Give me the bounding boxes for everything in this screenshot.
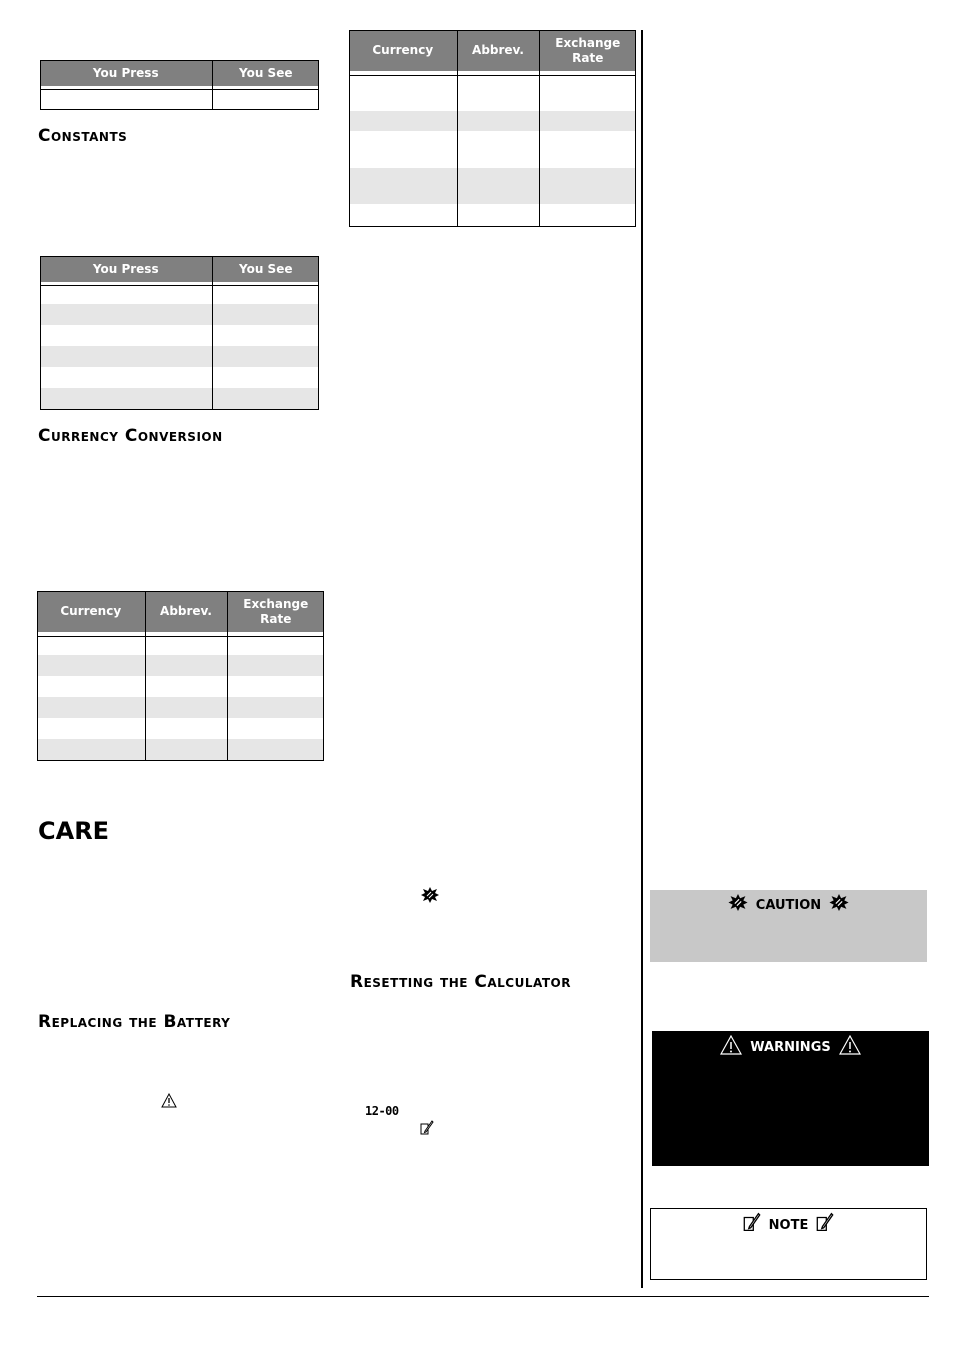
note-box	[650, 1208, 927, 1280]
table-row	[349, 111, 636, 131]
warnings-box	[652, 1031, 929, 1166]
section-heading-resetting-calculator: Resetting the Calculator	[350, 972, 571, 992]
column-divider	[641, 30, 643, 1288]
warning-triangle-icon	[720, 1035, 742, 1055]
column-header: You Press	[40, 256, 212, 282]
warning-triangle-icon	[161, 1093, 177, 1108]
currency-table-right	[349, 30, 636, 226]
section-heading-constants: Constants	[38, 126, 128, 146]
caution-burst-icon	[829, 894, 849, 911]
column-header: You Press	[40, 60, 212, 86]
currency-table-left	[37, 591, 324, 760]
column-header: Currency	[349, 30, 457, 71]
you-press-table-2	[40, 256, 319, 409]
section-title-care: CARE	[38, 817, 110, 845]
table-row	[37, 739, 324, 760]
column-header: Exchange Rate	[539, 30, 636, 71]
table-row	[40, 367, 319, 388]
lcd-display-glyph: 12-00	[365, 1104, 399, 1118]
table-row	[37, 676, 324, 697]
column-header: Abbrev.	[457, 30, 539, 71]
table-row	[37, 697, 324, 718]
section-heading-replacing-battery: Replacing the Battery	[38, 1012, 231, 1032]
caution-box	[650, 890, 927, 962]
table-row	[37, 718, 324, 739]
you-press-table-1	[40, 60, 319, 109]
table-row	[349, 168, 636, 204]
table-row	[349, 204, 636, 226]
table-row	[37, 655, 324, 676]
column-header: Abbrev.	[145, 591, 227, 632]
note-pen-icon	[816, 1212, 834, 1232]
table-row	[40, 285, 319, 304]
table-row	[40, 89, 319, 109]
caution-burst-icon	[728, 894, 748, 911]
warnings-title: WARNINGS	[750, 1040, 831, 1055]
table-row	[349, 131, 636, 168]
footer-rule	[37, 1296, 929, 1297]
column-header: You See	[212, 60, 319, 86]
caution-burst-icon	[421, 887, 439, 903]
table-row	[349, 75, 636, 111]
table-row	[40, 325, 319, 346]
note-pen-icon	[743, 1212, 761, 1232]
caution-title: CAUTION	[755, 898, 822, 913]
table-row	[40, 346, 319, 367]
note-pen-icon	[420, 1120, 434, 1135]
column-header: You See	[212, 256, 319, 282]
warning-triangle-icon	[839, 1035, 861, 1055]
column-header: Exchange Rate	[227, 591, 324, 632]
table-row	[40, 388, 319, 409]
table-row	[37, 636, 324, 655]
section-heading-currency-conversion: Currency Conversion	[38, 426, 223, 446]
table-row	[40, 304, 319, 325]
column-header: Currency	[37, 591, 145, 632]
note-title: NOTE	[768, 1218, 809, 1233]
